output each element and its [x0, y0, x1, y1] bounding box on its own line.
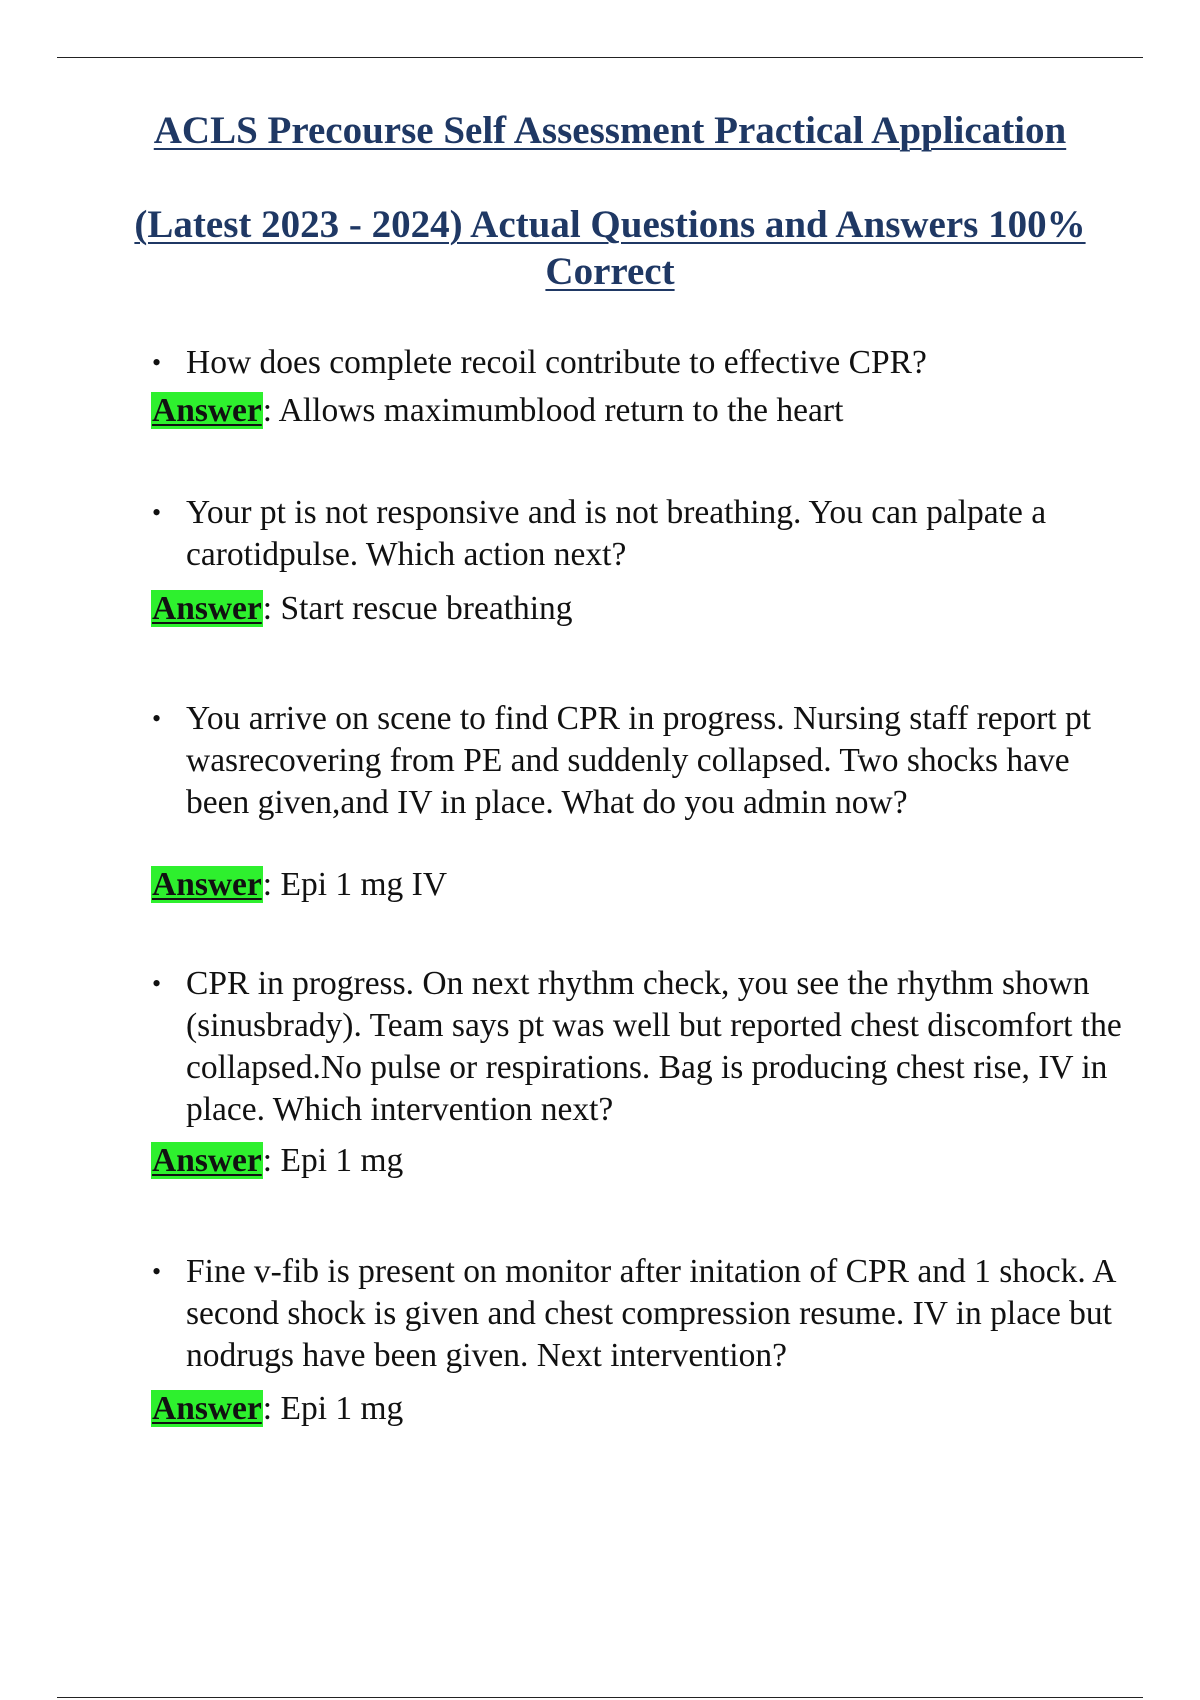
answer-text: : Start rescue breathing [262, 590, 573, 627]
question-text [152, 698, 1126, 824]
bullet-icon: • [152, 348, 162, 377]
question-text-content: You arrive on scene to find CPR in progress. Nursing staff report pt wasrecovering from PE and suddenly collapsed. Two shocks have been given,and IV in place. What do you admin now? [186, 700, 1092, 821]
document-title-line-1: ACLS Precourse Self Assessment Practical Application [153, 109, 1067, 152]
answer-line [151, 588, 1111, 630]
question-text [152, 1251, 1126, 1377]
question-text [152, 492, 1126, 576]
answer-text: : Epi 1 mg [262, 1142, 404, 1179]
bullet-icon: • [152, 498, 162, 527]
bottom-divider [57, 1697, 1143, 1698]
bullet-icon: • [152, 704, 162, 733]
question-text [152, 963, 1126, 1131]
answer-line [151, 1388, 1111, 1430]
answer-label: Answer [152, 392, 262, 429]
answer-text: : Allows maximumblood return to the heart [262, 392, 844, 429]
question-text-content: Your pt is not responsive and is not breathing. You can palpate a carotidpulse. Which action next? [186, 494, 1047, 573]
answer-line [151, 864, 1111, 906]
question-text-content: Fine v-fib is present on monitor after initation of CPR and 1 shock. A second shock is given and chest compression resume. IV in place but nodrugs have been given. Next intervention? [186, 1253, 1115, 1374]
answer-line [151, 1140, 1111, 1182]
question-text-content: How does complete recoil contribute to effective CPR? [186, 344, 927, 381]
bullet-icon: • [152, 969, 162, 998]
answer-text: : Epi 1 mg IV [262, 866, 448, 903]
answer-label: Answer [152, 1142, 262, 1179]
document-title-line-2: (Latest 2023 - 2024) Actual Questions and Answers 100% Correct [134, 203, 1086, 293]
question-text-content: CPR in progress. On next rhythm check, you see the rhythm shown (sinusbrady). Team says pt was well but reported chest discomfort the collapsed.No pulse or respirations. Bag is producing chest rise, IV in place. Which intervention next? [186, 965, 1122, 1128]
question-text [152, 342, 1126, 384]
answer-label: Answer [152, 1390, 262, 1427]
answer-line [151, 390, 1111, 432]
bullet-icon: • [152, 1257, 162, 1286]
answer-text: : Epi 1 mg [262, 1390, 404, 1427]
answer-label: Answer [152, 866, 262, 903]
answer-label: Answer [152, 590, 262, 627]
